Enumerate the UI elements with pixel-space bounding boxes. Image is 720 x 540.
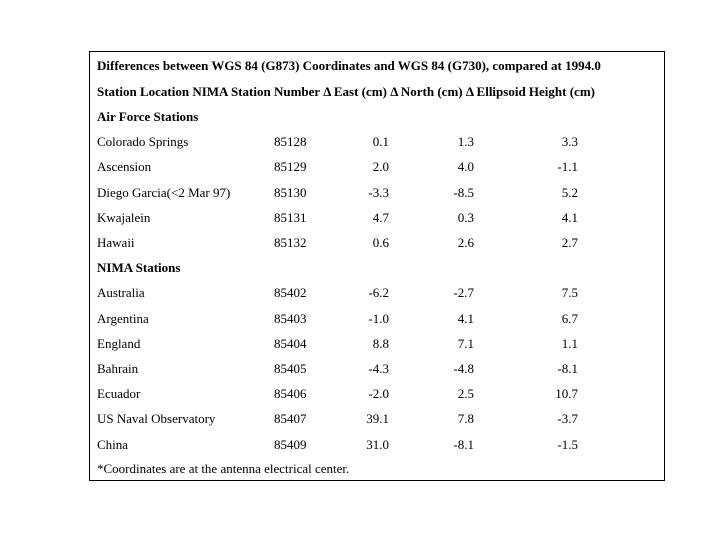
delta-east: -2.0 [368,386,389,402]
station-location: Kwajalein [97,209,151,225]
station-location: Australia [97,285,145,301]
station-number: 85132 [274,235,307,250]
delta-north: 0.3 [457,209,474,225]
delta-east: 4.7 [372,209,389,225]
station-location: Hawaii [97,235,135,250]
delta-height: 6.7 [561,310,578,326]
station-number: 85403 [274,310,307,326]
delta-north: -2.7 [453,285,474,301]
delta-east: 31.0 [366,436,389,452]
table-title: Differences between WGS 84 (G873) Coordinates and WGS 84 (G730), compared at 1994.0 [97,58,601,73]
delta-east: 0.1 [372,134,389,150]
station-number: 85407 [274,411,307,427]
delta-north: 4.1 [457,310,474,326]
station-number: 85128 [274,134,307,150]
station-number: 85130 [274,184,307,200]
delta-east: -3.3 [368,184,389,200]
station-location: Bahrain [97,361,139,376]
column-header-row: Station Location NIMA Station Number Δ East (cm) Δ North (cm) Δ Ellipsoid Height (cm) [97,84,595,99]
delta-height: 7.5 [561,285,578,301]
delta-east: 0.6 [372,235,389,250]
delta-north: 4.0 [457,159,474,175]
delta-height: 2.7 [561,235,578,250]
delta-height: -1.1 [557,159,578,175]
delta-north: 2.6 [457,235,474,250]
section-label: Air Force Stations [97,109,199,124]
delta-north: 7.1 [457,335,474,351]
delta-north: 2.5 [457,386,474,402]
delta-height: -1.5 [557,436,578,452]
delta-height: 3.3 [561,134,578,150]
delta-east: 39.1 [366,411,389,427]
station-location: US Naval Observatory [97,411,216,427]
delta-east: -1.0 [368,310,389,326]
station-location: Ascension [97,159,152,175]
delta-north: -4.8 [453,361,474,376]
station-number: 85405 [274,361,307,376]
station-number: 85129 [274,159,307,175]
station-number: 85404 [274,335,307,351]
delta-height: 1.1 [561,335,578,351]
station-location: Colorado Springs [97,134,189,150]
station-number: 85402 [274,285,307,301]
delta-height: 5.2 [561,184,578,200]
station-location: Diego Garcia(<2 Mar 97) [97,184,231,200]
delta-north: -8.1 [453,436,474,452]
station-location: China [97,436,129,452]
footnote: *Coordinates are at the antenna electrical center. [97,461,350,476]
station-number: 85406 [274,386,307,402]
delta-north: 7.8 [457,411,474,427]
delta-east: -6.2 [368,285,389,301]
station-number: 85131 [274,209,307,225]
delta-height: -8.1 [557,361,578,376]
station-location: England [97,335,141,351]
delta-north: 1.3 [457,134,474,150]
station-location: Argentina [97,310,149,326]
delta-north: -8.5 [453,184,474,200]
delta-height: 10.7 [555,386,578,402]
delta-height: 4.1 [561,209,578,225]
delta-east: -4.3 [368,361,389,376]
section-label: NIMA Stations [97,260,181,276]
station-location: Ecuador [97,386,141,402]
delta-east: 2.0 [372,159,389,175]
delta-height: -3.7 [557,411,578,427]
delta-east: 8.8 [372,335,389,351]
station-number: 85409 [274,436,307,452]
